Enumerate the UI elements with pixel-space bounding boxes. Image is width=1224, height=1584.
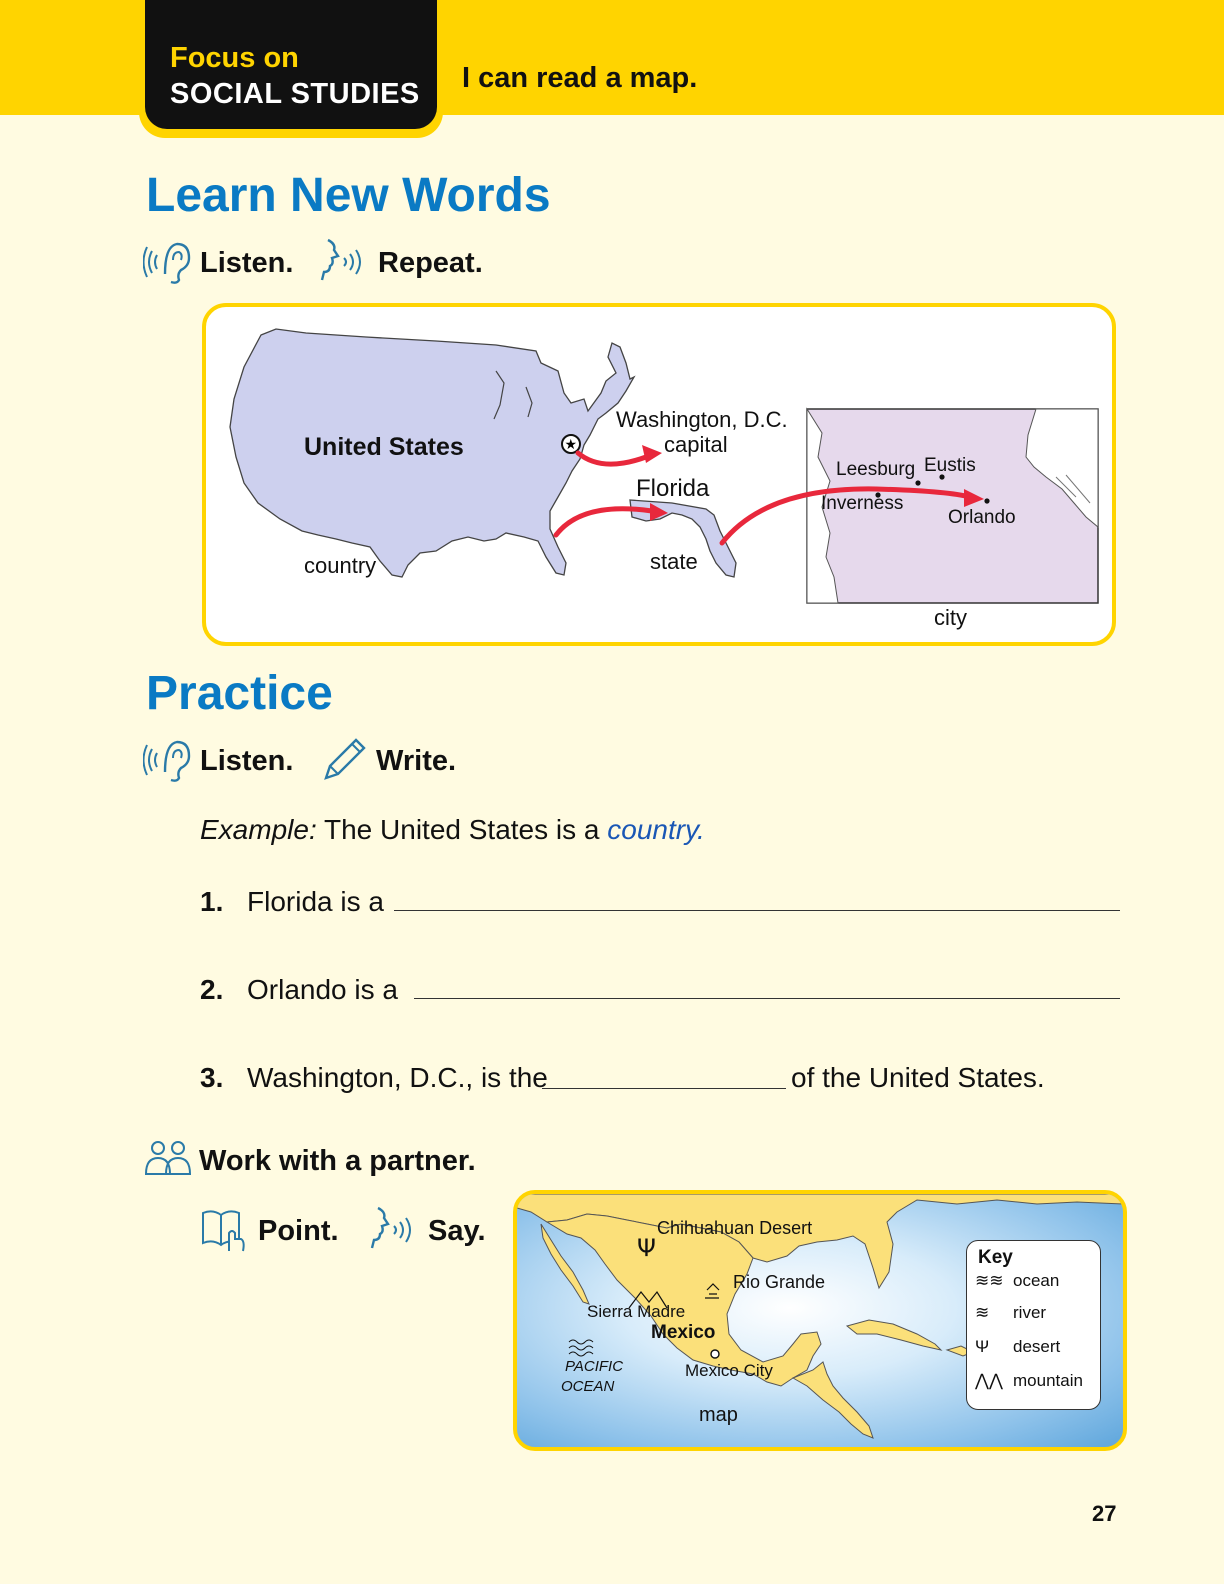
leesburg-dot <box>915 480 920 485</box>
listen-label: Listen. <box>200 247 294 279</box>
item-text: Florida is a <box>247 886 384 917</box>
section-title-learn: Learn New Words <box>146 169 551 222</box>
listen-icon <box>143 238 193 286</box>
river-icon: ≋ <box>975 1303 990 1322</box>
answer-blank-3[interactable] <box>542 1088 786 1089</box>
section-title-practice: Practice <box>146 667 333 720</box>
partner-icon <box>144 1140 194 1176</box>
label-inverness: Inverness <box>821 493 904 514</box>
pencil-icon <box>320 734 368 784</box>
key-item-river <box>975 1303 1046 1323</box>
label-country: country <box>304 553 377 578</box>
label-florida: Florida <box>636 475 710 502</box>
label-mexico-city: Mexico City <box>685 1361 773 1380</box>
label-map: map <box>699 1404 738 1426</box>
label-washington: Washington, D.C. <box>616 407 788 432</box>
ocean-icon <box>569 1340 593 1356</box>
mexico-map-box <box>513 1190 1127 1451</box>
label-ocean: OCEAN <box>561 1378 615 1395</box>
item-number: 2. <box>200 974 224 1005</box>
item-text: Washington, D.C., is the <box>247 1062 548 1093</box>
key-label: river <box>1013 1303 1047 1322</box>
example-text: The United States is a <box>316 814 608 845</box>
key-item-mountain <box>975 1371 1083 1391</box>
item-3-after-text: of the United States. <box>791 1062 1045 1093</box>
key-item-desert <box>975 1337 1060 1357</box>
label-rio-grande: Rio Grande <box>733 1272 826 1292</box>
label-mexico: Mexico <box>651 1322 716 1343</box>
label-sierra-madre: Sierra Madre <box>587 1302 686 1321</box>
example-sentence <box>200 814 705 846</box>
key-label: mountain <box>1013 1371 1083 1390</box>
point-label: Point. <box>258 1215 339 1247</box>
learning-goal: I can read a map. <box>462 62 698 94</box>
desert-icon: Ψ <box>637 1234 656 1262</box>
say-label: Say. <box>428 1215 486 1247</box>
arrow-capital <box>578 453 646 464</box>
mountain-icon: ⋀⋀ <box>975 1371 1003 1390</box>
speak-icon <box>368 1204 418 1252</box>
answer-blank-2[interactable] <box>414 998 1120 999</box>
ocean-icon: ≋≋ <box>975 1271 1004 1290</box>
label-pacific: PACIFIC <box>565 1358 624 1375</box>
repeat-label: Repeat. <box>378 247 483 279</box>
item-number: 3. <box>200 1062 224 1093</box>
tab-line2: SOCIAL STUDIES <box>170 78 420 110</box>
write-label: Write. <box>376 745 457 777</box>
tab-line1: Focus on <box>170 42 299 74</box>
desert-icon: Ψ <box>975 1337 990 1356</box>
item-number: 1. <box>200 886 224 917</box>
label-orlando: Orlando <box>948 507 1016 528</box>
key-item-ocean <box>975 1271 1059 1291</box>
page-number: 27 <box>1092 1501 1117 1526</box>
point-book-icon <box>199 1205 247 1253</box>
vocabulary-map-box <box>202 303 1116 646</box>
label-city: city <box>934 605 967 630</box>
orlando-dot <box>984 498 989 503</box>
label-leesburg: Leesburg <box>836 459 916 480</box>
listen-label-practice: Listen. <box>200 745 294 777</box>
key-title: Key <box>978 1247 1013 1268</box>
map-key <box>966 1240 1101 1410</box>
label-capital: capital <box>664 432 728 457</box>
listen-icon <box>143 736 193 784</box>
label-united-states: United States <box>304 433 464 461</box>
example-lead: Example: <box>200 814 317 845</box>
partner-label: Work with a partner. <box>199 1145 476 1177</box>
key-label: desert <box>1013 1337 1061 1356</box>
label-chihuahuan: Chihuahuan Desert <box>657 1218 813 1238</box>
label-state: state <box>650 549 698 574</box>
label-eustis: Eustis <box>924 455 976 476</box>
item-text: Orlando is a <box>247 974 398 1005</box>
example-answer: country. <box>607 814 705 845</box>
key-label: ocean <box>1013 1271 1060 1290</box>
speak-icon <box>318 236 368 284</box>
answer-blank-1[interactable] <box>394 910 1120 911</box>
capital-icon <box>711 1350 719 1358</box>
svg-text:★: ★ <box>564 437 578 453</box>
